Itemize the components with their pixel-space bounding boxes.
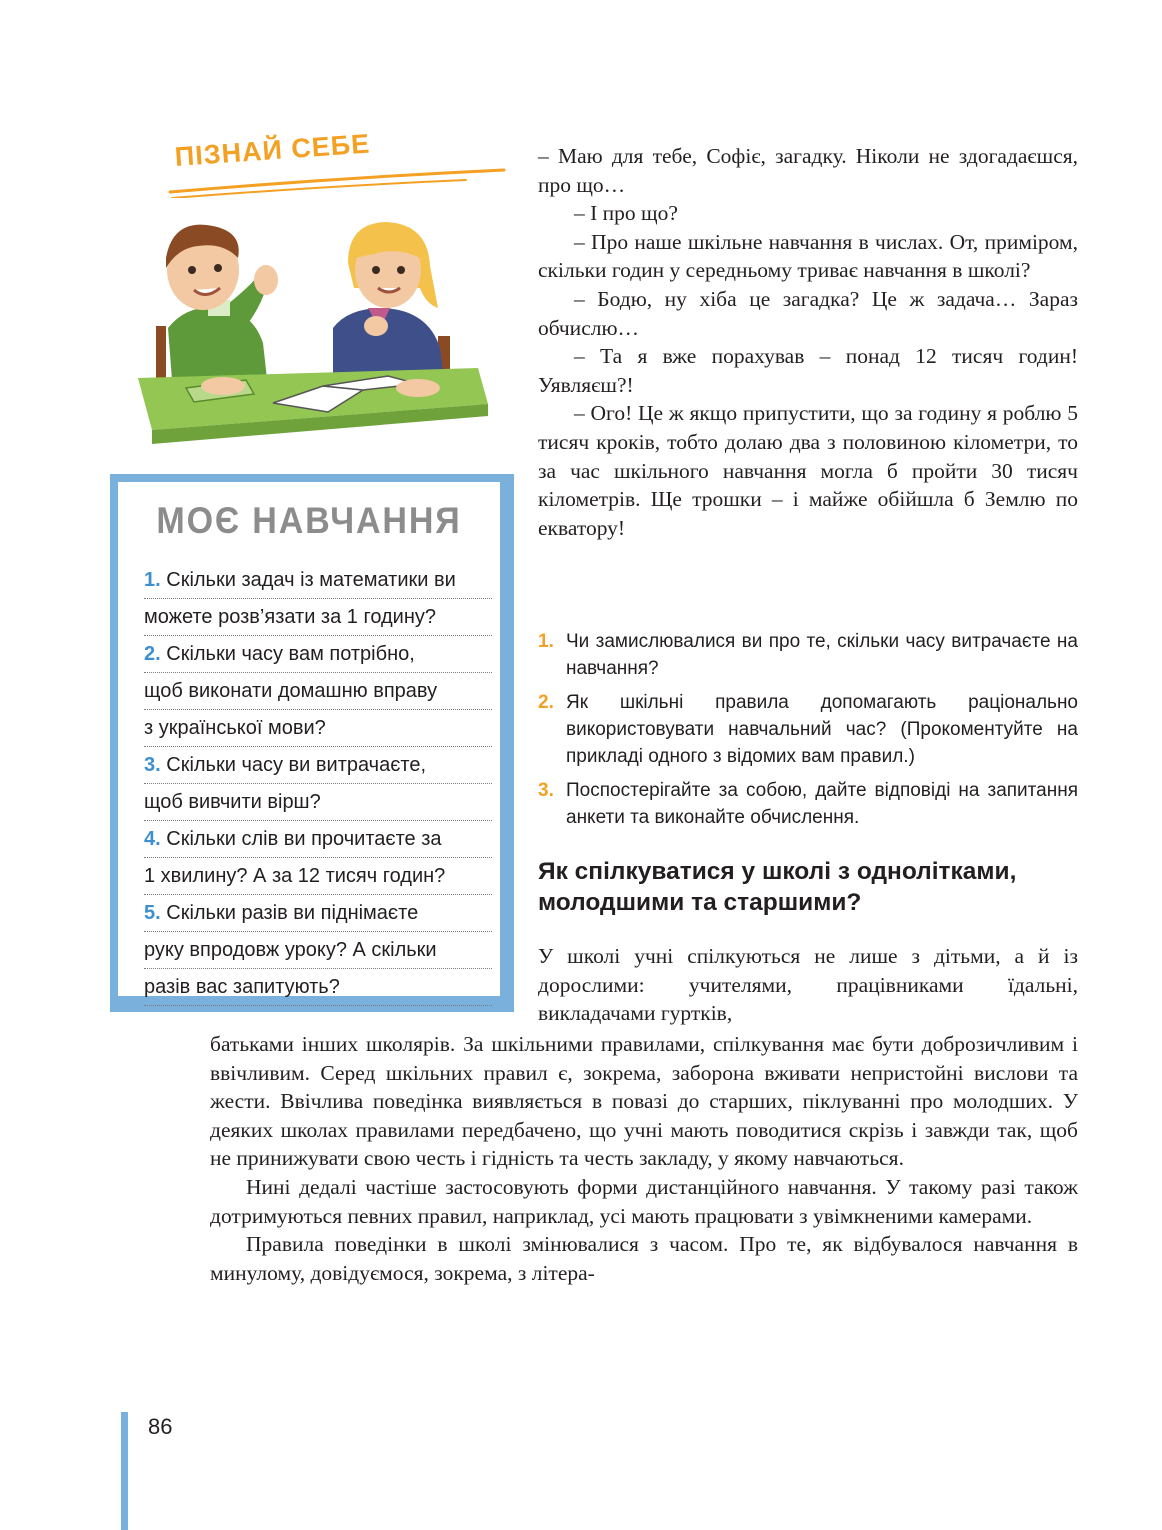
dialogue: [538, 142, 1078, 542]
dialogue-line: – Та я вже порахував – понад 12 тисяч годин! Уявляєш?!: [538, 344, 1078, 397]
section-label: ПІЗНАЙ СЕБЕ: [173, 128, 372, 173]
question-number: 2.: [144, 643, 161, 665]
question-line: [144, 673, 492, 710]
task-item: [538, 628, 1078, 682]
body-text: [210, 1030, 1078, 1287]
question-list: [144, 562, 492, 1006]
page-number-bar: [121, 1412, 128, 1530]
question-text: Скільки часу ви витрачаєте,: [160, 754, 427, 776]
question-line: [144, 710, 492, 747]
task-text: Чи замислювалися ви про те, скільки часу витрачаєте на навчання?: [566, 631, 1078, 679]
dialogue-line: – Бодю, ну хіба це загадка? Це ж задача… Зараз обчислю…: [538, 286, 1078, 340]
paragraph: Правила поведінки в школі змінювалися з часом. Про те, як відбувалося навчання в минулому, довідуємося, зокрема, з літера-: [210, 1232, 1078, 1285]
question-text: разів вас запитують?: [144, 976, 340, 998]
question-line: [144, 636, 492, 673]
section-heading: Як спілкуватися у школі з однолітками, молодшими та старшими?: [538, 858, 1017, 916]
my-learning-box-content: [118, 482, 500, 996]
question-text: Скільки часу вам потрібно,: [160, 643, 415, 665]
question-number: 3.: [144, 754, 161, 776]
question-number: 4.: [144, 828, 161, 850]
dialogue-line: – Маю для тебе, Софіє, загадку. Ніколи не здогадаєшся, про що…: [538, 144, 1078, 197]
question-line: [144, 858, 492, 895]
question-text: Скільки разів ви піднімаєте: [160, 902, 419, 924]
question-text: Скільки задач із математики ви: [160, 569, 456, 591]
question-text: Скільки слів ви прочитаєте за: [160, 828, 442, 850]
question-line: [144, 562, 492, 599]
dialogue-line: – Ого! Це ж якщо припустити, що за годину я роблю 5 тисяч кроків, тобто долаю два з половиною кілометри, то за час шкільного навчання могла б пройти 30 тисяч кілометрів. Ще трошки – і майже обійшла б Землю по екватору!: [538, 401, 1078, 540]
paragraph-start: У школі учні спілкуються не лише з дітьми, а й із дорослими: учителями, працівниками їдальні, викладачами гуртків,: [538, 944, 1078, 1026]
task-number: 1.: [538, 631, 554, 652]
dialogue-line: – І про що?: [574, 201, 678, 226]
question-number: 1.: [144, 569, 161, 591]
task-text: Поспостерігайте за собою, дайте відповіді на запитання анкети та виконайте обчислення.: [566, 780, 1078, 828]
task-item: [538, 689, 1078, 770]
question-line: [144, 821, 492, 858]
question-line: [144, 784, 492, 821]
task-text: Як шкільні правила допомагають раціонально використовувати навчальний час? (Прокоментуйте на прикладі одного з відомих вам правил.): [566, 692, 1078, 767]
question-text: 1 хвилину? А за 12 тисяч годин?: [144, 865, 446, 887]
question-text: щоб виконати домашню вправу: [144, 680, 438, 702]
task-item: [538, 777, 1078, 831]
question-text: можете розв’язати за 1 годину?: [144, 606, 437, 628]
dialogue-line: – Про наше шкільне навчання в числах. От, приміром, скільки годин у середньому триває навчання в школі?: [538, 229, 1078, 283]
question-line: [144, 895, 492, 932]
question-line: [144, 932, 492, 969]
two-students-at-desk-illustration: [128, 208, 508, 450]
question-number: 5.: [144, 902, 161, 924]
underline-decoration: [166, 158, 512, 198]
question-text: з української мови?: [144, 717, 326, 739]
task-list: [538, 628, 1078, 838]
body-text-right: [538, 942, 1078, 1028]
box-title: МОЄ НАВЧАННЯ: [156, 500, 462, 541]
paragraph: [538, 942, 1078, 1028]
paragraph: батьками інших школярів. За шкільними правилами, спілкування має бути доброзичливим і ввічливим. Серед шкільних правил є, зокрема, заборона вживати непристойні вислови та жести. Ввічлива поведінка виявляється в повазі до старших, піклуванні про молодших. У деяких школах правилами передбачено, що учні мають поводитися скрізь і завжди так, щоб не принижувати свою честь і гідність та честь закладу, у якому навчаються.: [210, 1032, 1078, 1171]
question-line: [144, 747, 492, 784]
paragraph: Нині дедалі частіше застосовують форми дистанційного навчання. У такому разі також дотримуються певних правил, наприклад, усі мають працювати з увімкненими камерами.: [210, 1174, 1078, 1228]
page-number: 86: [148, 1414, 173, 1439]
my-learning-box: [110, 474, 514, 1012]
question-text: руку впродовж уроку? А скільки: [144, 939, 437, 961]
question-text: щоб вивчити вірш?: [144, 791, 321, 813]
task-number: 3.: [538, 780, 554, 801]
question-line: [144, 969, 492, 1006]
task-number: 2.: [538, 692, 554, 713]
question-line: [144, 599, 492, 636]
